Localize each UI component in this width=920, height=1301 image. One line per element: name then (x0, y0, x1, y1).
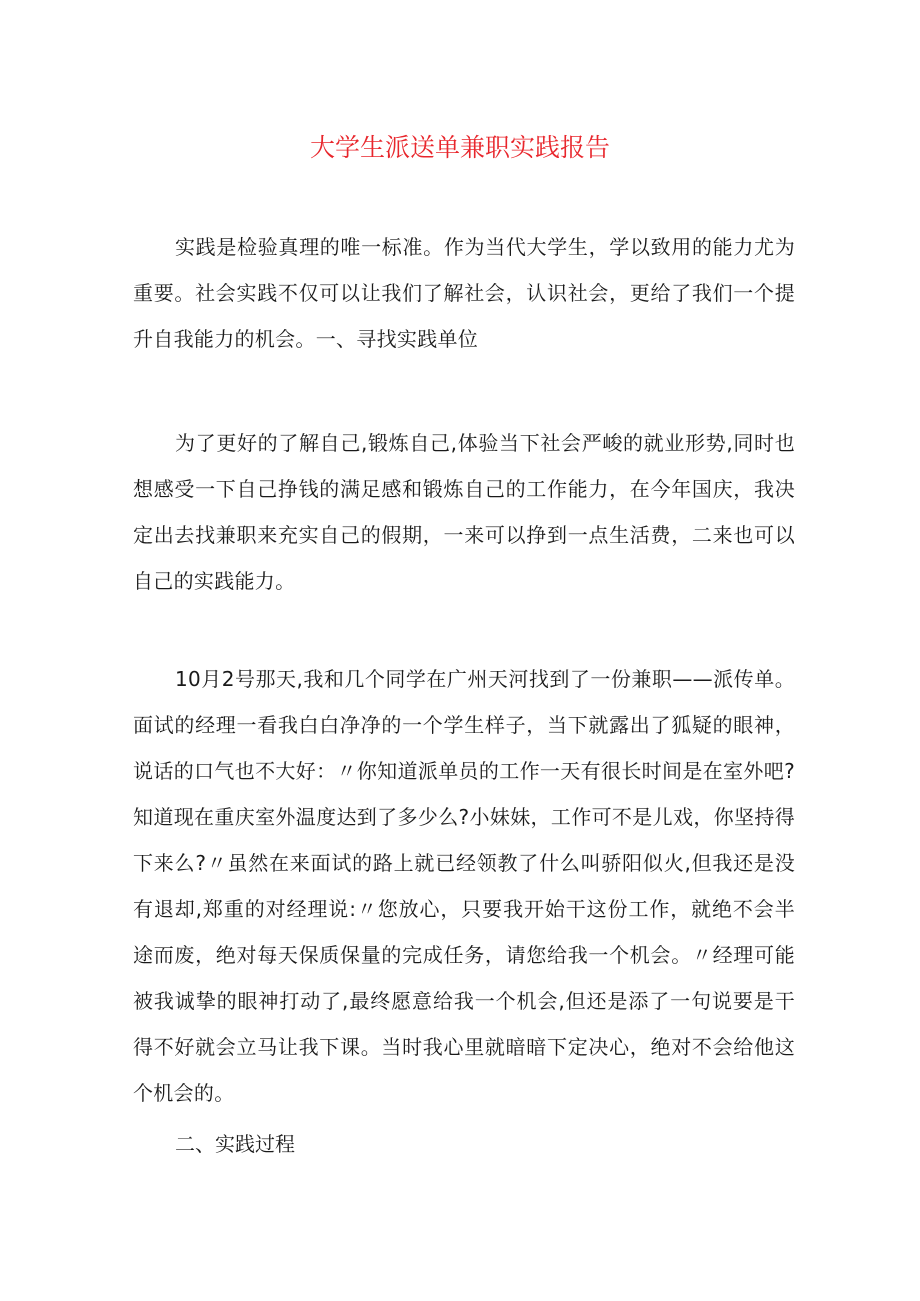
document-title: 大学生派送单兼职实践报告 (309, 133, 610, 162)
section-heading-practice-process: 二、实践过程 (175, 1132, 295, 1156)
paragraph-motivation: 为了更好的了解自己,锻炼自己,体验当下社会严峻的就业形势,同时也想感受一下自己挣钱的满足感和锻炼自己的工作能力，在今年国庆，我决定出去找兼职来充实自己的假期，一来可以挣到一点生活费，二来也可以自己的实践能力。 (133, 431, 795, 593)
paragraph-interview: 10月2号那天,我和几个同学在广州天河找到了一份兼职——派传单。面试的经理一看我白白净净的一个学生样子，当下就露出了狐疑的眼神，说话的口气也不大好：〃你知道派单员的工作一天有很长时间是在室外吧?知道现在重庆室外温度达到了多少么?小妹妹，工作可不是儿戏，你坚持得下来么?〃虽然在来面试的路上就已经领教了什么叫骄阳似火,但我还是没有退却,郑重的对经理说:〃您放心，只要我开始干这份工作，就绝不会半途而废，绝对每天保质保量的完成任务，请您给我一个机会。〃经理可能被我诚挚的眼神打动了,最终愿意给我一个机会,但还是添了一句说要是干得不好就会立马让我下课。当时我心里就暗暗下定决心，绝对不会给他这个机会的。 (133, 667, 795, 1105)
paragraph-intro: 实践是检验真理的唯一标准。作为当代大学生，学以致用的能力尤为重要。社会实践不仅可以让我们了解社会，认识社会，更给了我们一个提升自我能力的机会。一、寻找实践单位 (133, 235, 795, 351)
